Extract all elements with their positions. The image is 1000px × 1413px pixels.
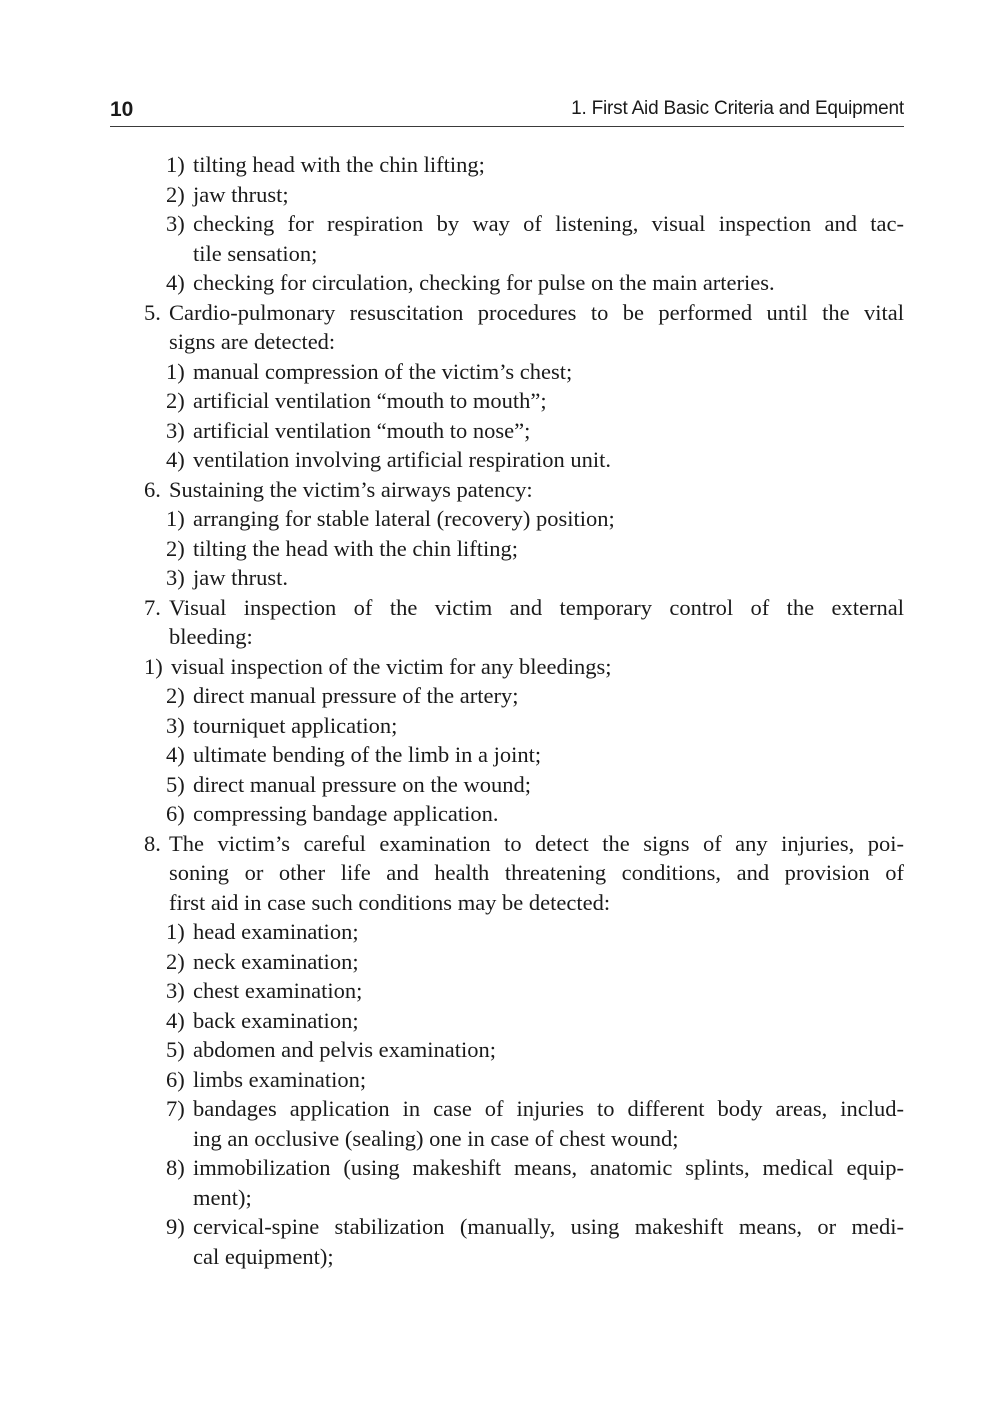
item-text: tourniquet application; [193, 712, 398, 738]
list-item-continuation [0, 1242, 1000, 1272]
page-number: 10 [110, 98, 134, 121]
item-number: 3) [166, 211, 185, 236]
item-text: checking for respiration by way of listening, visual inspection and tac- [193, 211, 904, 236]
item-text: abdomen and pelvis examination; [193, 1037, 497, 1062]
item-number: 2) [166, 388, 185, 413]
item-text: cal equipment); [193, 1243, 334, 1269]
numbered-section [0, 475, 1000, 505]
item-text: head examination; [193, 919, 359, 944]
list-item [0, 1212, 1000, 1242]
list-item [0, 652, 1000, 682]
list-item [0, 1035, 1000, 1065]
item-number: 1) [166, 152, 185, 177]
list-item [0, 357, 1000, 387]
item-number: 3) [166, 417, 185, 443]
list-item [0, 504, 1000, 534]
item-number: 1) [166, 919, 185, 944]
item-number: 7) [166, 1096, 185, 1121]
section-text: bleeding: [169, 624, 253, 649]
section-number: 8. [144, 830, 161, 856]
item-number: 4) [166, 447, 185, 472]
list-item-continuation [0, 1124, 1000, 1154]
list-item [0, 947, 1000, 977]
item-number: 5) [166, 1037, 185, 1062]
item-text: manual compression of the victim’s chest; [193, 358, 573, 384]
item-number: 3) [166, 978, 185, 1003]
item-number: 2) [166, 181, 185, 207]
item-text: jaw thrust; [193, 181, 289, 207]
numbered-section [0, 829, 1000, 859]
section-continuation [0, 622, 1000, 652]
item-text: checking for circulation, checking for pulse on the main arteries. [193, 270, 775, 295]
item-number: 3) [166, 565, 185, 590]
item-text: artificial ventilation “mouth to nose”; [193, 417, 531, 443]
item-number: 4) [166, 270, 185, 295]
item-text: cervical-spine stabilization (manually, using makeshift means, or medi- [193, 1214, 904, 1239]
item-number: 8) [166, 1155, 185, 1180]
item-number: 5) [166, 771, 185, 797]
section-text: The victim’s careful examination to detect the signs of any injuries, poi- [169, 830, 904, 856]
numbered-section [0, 593, 1000, 623]
item-text: artificial ventilation “mouth to mouth”; [193, 388, 547, 413]
item-number: 4) [166, 742, 185, 767]
section-text: Visual inspection of the victim and temporary control of the external [169, 594, 904, 620]
list-item [0, 917, 1000, 947]
list-item [0, 1006, 1000, 1036]
section-continuation [0, 888, 1000, 918]
list-item [0, 180, 1000, 210]
item-text: ventilation involving artificial respiration unit. [193, 447, 612, 472]
list-item [0, 268, 1000, 298]
item-text: jaw thrust. [193, 565, 288, 590]
item-number: 9) [166, 1214, 185, 1239]
item-number: 1) [166, 506, 185, 531]
item-text: back examination; [193, 1007, 359, 1033]
item-text: ing an occlusive (sealing) one in case of chest wound; [193, 1125, 679, 1151]
section-text: first aid in case such conditions may be detected: [169, 889, 611, 915]
body-text [0, 150, 1000, 1271]
item-text: limbs examination; [193, 1066, 367, 1092]
item-text: tilting head with the chin lifting; [193, 152, 485, 177]
item-text: compressing bandage application. [193, 801, 499, 826]
list-item [0, 1065, 1000, 1095]
list-item [0, 1094, 1000, 1124]
list-item [0, 976, 1000, 1006]
item-number: 1) [144, 653, 163, 679]
list-item [0, 770, 1000, 800]
list-item [0, 534, 1000, 564]
section-continuation [0, 858, 1000, 888]
item-number: 2) [166, 948, 185, 974]
list-item [0, 681, 1000, 711]
item-text: ment); [193, 1184, 252, 1210]
section-text: Cardio-pulmonary resuscitation procedures to be performed until the vital [169, 299, 904, 325]
list-item [0, 740, 1000, 770]
item-number: 2) [166, 683, 185, 708]
item-text: direct manual pressure on the wound; [193, 771, 532, 797]
section-number: 7. [144, 594, 161, 620]
numbered-section [0, 298, 1000, 328]
item-text: arranging for stable lateral (recovery) position; [193, 506, 615, 531]
item-number: 1) [166, 358, 185, 384]
running-header [110, 96, 904, 127]
section-text: signs are detected: [169, 329, 336, 354]
item-text: ultimate bending of the limb in a joint; [193, 742, 542, 767]
item-number: 4) [166, 1007, 185, 1033]
item-text: neck examination; [193, 948, 359, 974]
item-number: 2) [166, 535, 185, 561]
section-text: soning or other life and health threatening conditions, and provision of [169, 860, 904, 885]
list-item [0, 386, 1000, 416]
section-number: 5. [144, 299, 161, 325]
list-item [0, 209, 1000, 239]
list-item-continuation [0, 239, 1000, 269]
list-item [0, 416, 1000, 446]
list-item [0, 150, 1000, 180]
list-item [0, 445, 1000, 475]
item-text: direct manual pressure of the artery; [193, 683, 519, 708]
item-text: tile sensation; [193, 240, 318, 266]
list-item [0, 563, 1000, 593]
item-number: 6) [166, 1066, 185, 1092]
item-number: 6) [166, 801, 185, 826]
list-item [0, 711, 1000, 741]
section-text: Sustaining the victim’s airways patency: [169, 476, 533, 502]
chapter-title: 1. First Aid Basic Criteria and Equipment [571, 98, 904, 119]
list-item-continuation [0, 1183, 1000, 1213]
item-text: chest examination; [193, 978, 363, 1003]
item-text: immobilization (using makeshift means, anatomic splints, medical equip- [193, 1155, 904, 1180]
section-continuation [0, 327, 1000, 357]
list-item [0, 1153, 1000, 1183]
item-text: tilting the head with the chin lifting; [193, 535, 518, 561]
item-number: 3) [166, 712, 185, 738]
item-text: visual inspection of the victim for any bleedings; [171, 653, 612, 679]
item-text: bandages application in case of injuries to different body areas, includ- [193, 1096, 904, 1121]
list-item [0, 799, 1000, 829]
section-number: 6. [144, 476, 161, 502]
